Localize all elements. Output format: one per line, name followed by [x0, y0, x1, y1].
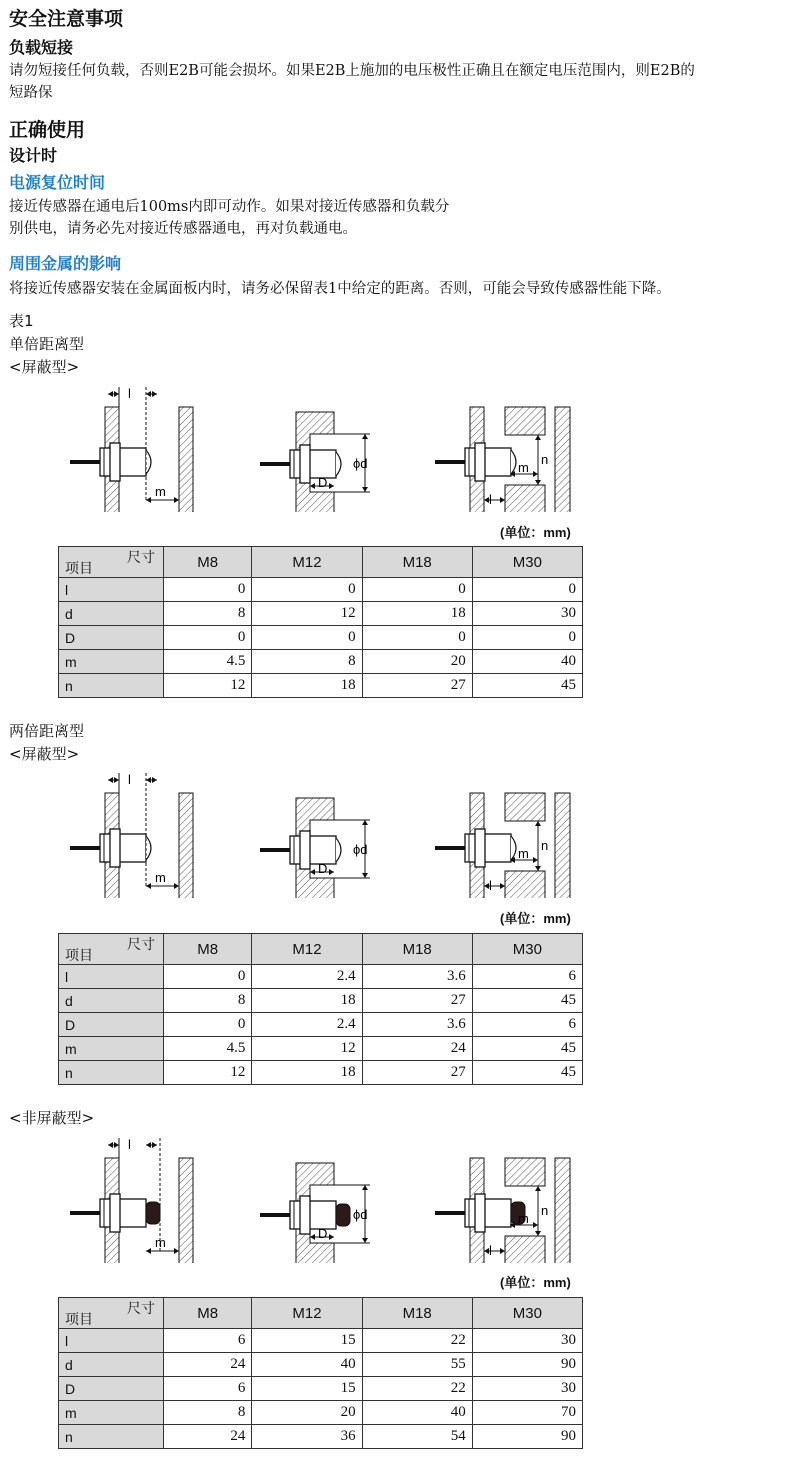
dim-label-n: n: [541, 1203, 549, 1218]
dim-label-d: ϕd: [353, 456, 368, 471]
table-cell: 40: [472, 650, 582, 674]
table-cell: 0: [252, 626, 362, 650]
row-header: l: [59, 1329, 164, 1353]
table-cell: 15: [252, 1329, 362, 1353]
table-row: [59, 1037, 583, 1061]
table-cell: 6: [472, 1013, 582, 1037]
corner-dimension-label: 尺寸: [127, 936, 155, 952]
table-cell: 18: [252, 1061, 362, 1085]
table-cell: 2.4: [252, 965, 362, 989]
table-cell: 4.5: [164, 1037, 252, 1061]
table-cell: 0: [164, 965, 252, 989]
table-cell: 8: [164, 989, 252, 1013]
table-cell: 40: [252, 1353, 362, 1377]
column-header: M12: [252, 547, 362, 578]
table-cell: 15: [252, 1377, 362, 1401]
table-cell: 2.4: [252, 1013, 362, 1037]
dim-label-d: ϕd: [353, 842, 368, 857]
table-cell: 24: [362, 1037, 472, 1061]
table-cell: 55: [362, 1353, 472, 1377]
table-row: [59, 965, 583, 989]
table-cell: 12: [164, 674, 252, 698]
table-row: [59, 1425, 583, 1449]
table-cell: 6: [472, 965, 582, 989]
table-cell: 45: [472, 674, 582, 698]
table-cell: 12: [252, 602, 362, 626]
table-row: [59, 1401, 583, 1425]
dim-label-m: m: [155, 1235, 166, 1250]
table-cell: 90: [472, 1425, 582, 1449]
mounting-diagram: [60, 382, 580, 512]
table-cell: 6: [164, 1377, 252, 1401]
table-row: [59, 626, 583, 650]
dim-label-m: m: [518, 846, 529, 861]
table-cell: 0: [472, 578, 582, 602]
dim-label-m: m: [155, 870, 166, 885]
table-cell: 8: [164, 602, 252, 626]
row-header: m: [59, 1401, 164, 1425]
table-cell: 70: [472, 1401, 582, 1425]
table-cell: 30: [472, 602, 582, 626]
row-header: m: [59, 1037, 164, 1061]
section-subtitle: <屏蔽型>: [9, 358, 80, 376]
safety-text-2: 短路保: [9, 85, 53, 101]
table-cell: 30: [472, 1329, 582, 1353]
table-cell: 8: [164, 1401, 252, 1425]
table-cell: 27: [362, 674, 472, 698]
table-cell: 3.6: [362, 1013, 472, 1037]
mounting-diagram: [60, 768, 580, 898]
dim-label-l: l: [489, 1243, 492, 1258]
usage-subtitle: 设计时: [9, 146, 58, 165]
table-row: [59, 578, 583, 602]
table-cell: 6: [164, 1329, 252, 1353]
table-cell: 27: [362, 1061, 472, 1085]
corner-dimension-label: 尺寸: [127, 549, 155, 565]
row-header: l: [59, 965, 164, 989]
table-cell: 0: [164, 1013, 252, 1037]
column-header: M12: [252, 1298, 362, 1329]
dim-label-D: D: [318, 1226, 328, 1241]
dim-label-m: m: [518, 1211, 529, 1226]
table-cell: 0: [472, 626, 582, 650]
table-cell: 0: [164, 626, 252, 650]
table-row: [59, 1061, 583, 1085]
table-cell: 18: [252, 989, 362, 1013]
row-header: n: [59, 1061, 164, 1085]
safety-subtitle: 负载短接: [9, 38, 74, 57]
unit-label: (单位：mm): [500, 911, 571, 926]
table-row: [59, 650, 583, 674]
mounting-diagram: [60, 1133, 580, 1263]
column-header: M30: [472, 547, 582, 578]
column-header: M8: [164, 934, 252, 965]
dim-label-n: n: [541, 452, 549, 467]
row-header: d: [59, 989, 164, 1013]
corner-dimension-label: 尺寸: [127, 1300, 155, 1316]
dim-label-D: D: [318, 475, 328, 490]
safety-title: 安全注意事项: [9, 8, 124, 30]
spec-table: [58, 546, 583, 698]
table-cell: 22: [362, 1377, 472, 1401]
column-header: M30: [472, 934, 582, 965]
reset-text-2: 别供电，请务必先对接近传感器通电，再对负载通电。: [9, 221, 357, 237]
table-cell: 54: [362, 1425, 472, 1449]
dim-label-n: n: [541, 838, 549, 853]
table-row: [59, 1353, 583, 1377]
table-cell: 20: [362, 650, 472, 674]
metal-title: 周围金属的影响: [9, 254, 122, 273]
row-header: n: [59, 1425, 164, 1449]
row-header: D: [59, 1377, 164, 1401]
table-cell: 18: [252, 674, 362, 698]
table-cell: 0: [252, 578, 362, 602]
dim-label-l: l: [128, 1137, 131, 1152]
section-title: 两倍距离型: [9, 722, 85, 740]
column-header: M8: [164, 1298, 252, 1329]
corner-item-label: 项目: [65, 947, 93, 963]
dim-label-l: l: [128, 386, 131, 401]
corner-item-label: 项目: [65, 1311, 93, 1327]
reset-text-1: 接近传感器在通电后100ms内即可动作。如果对接近传感器和负载分: [9, 199, 450, 215]
column-header: M18: [362, 934, 472, 965]
row-header: l: [59, 578, 164, 602]
table-corner-header: [59, 934, 164, 965]
table-cell: 36: [252, 1425, 362, 1449]
table-cell: 8: [252, 650, 362, 674]
dim-label-l: l: [128, 772, 131, 787]
row-header: D: [59, 1013, 164, 1037]
table-cell: 0: [164, 578, 252, 602]
table-row: [59, 1377, 583, 1401]
table-cell: 22: [362, 1329, 472, 1353]
table-cell: 40: [362, 1401, 472, 1425]
dim-label-m: m: [155, 484, 166, 499]
table-cell: 90: [472, 1353, 582, 1377]
table-row: [59, 1329, 583, 1353]
table-row: [59, 674, 583, 698]
table-cell: 30: [472, 1377, 582, 1401]
row-header: m: [59, 650, 164, 674]
row-header: d: [59, 1353, 164, 1377]
table-cell: 20: [252, 1401, 362, 1425]
table-cell: 45: [472, 1061, 582, 1085]
unit-label: (单位：mm): [500, 1275, 571, 1290]
table-corner-header: [59, 1298, 164, 1329]
table-row: [59, 1013, 583, 1037]
table-cell: 3.6: [362, 965, 472, 989]
reset-title: 电源复位时间: [9, 173, 106, 192]
table-cell: 18: [362, 602, 472, 626]
table-cell: 24: [164, 1425, 252, 1449]
table-corner-header: [59, 547, 164, 578]
table-cell: 24: [164, 1353, 252, 1377]
column-header: M18: [362, 1298, 472, 1329]
column-header: M18: [362, 547, 472, 578]
table-cell: 12: [252, 1037, 362, 1061]
section-subtitle: <非屏蔽型>: [9, 1109, 95, 1127]
table-cell: 12: [164, 1061, 252, 1085]
column-header: M8: [164, 547, 252, 578]
section-title: 单倍距离型: [9, 335, 85, 353]
table-cell: 0: [362, 626, 472, 650]
usage-title: 正确使用: [9, 119, 86, 141]
dim-label-m: m: [518, 460, 529, 475]
table-row: [59, 602, 583, 626]
dim-label-d: ϕd: [353, 1207, 368, 1222]
row-header: d: [59, 602, 164, 626]
unit-label: (单位：mm): [500, 525, 571, 540]
metal-text-1: 将接近传感器安装在金属面板内时，请务必保留表1中给定的距离。否则，可能会导致传感器性能下降。: [9, 281, 671, 297]
section-subtitle: <屏蔽型>: [9, 745, 80, 763]
spec-table: [58, 933, 583, 1085]
table-cell: 0: [362, 578, 472, 602]
row-header: D: [59, 626, 164, 650]
dim-label-l: l: [489, 492, 492, 507]
table-cell: 45: [472, 989, 582, 1013]
dim-label-D: D: [318, 861, 328, 876]
row-header: n: [59, 674, 164, 698]
table-label: 表1: [9, 312, 34, 330]
table-cell: 27: [362, 989, 472, 1013]
corner-item-label: 项目: [65, 560, 93, 576]
table-row: [59, 989, 583, 1013]
table-cell: 45: [472, 1037, 582, 1061]
spec-table: [58, 1297, 583, 1449]
column-header: M30: [472, 1298, 582, 1329]
dim-label-l: l: [489, 878, 492, 893]
column-header: M12: [252, 934, 362, 965]
safety-text-1: 请勿短接任何负载，否则E2B可能会损坏。如果E2B上施加的电压极性正确且在额定电压范围内，则E2B的: [9, 63, 695, 79]
table-cell: 4.5: [164, 650, 252, 674]
